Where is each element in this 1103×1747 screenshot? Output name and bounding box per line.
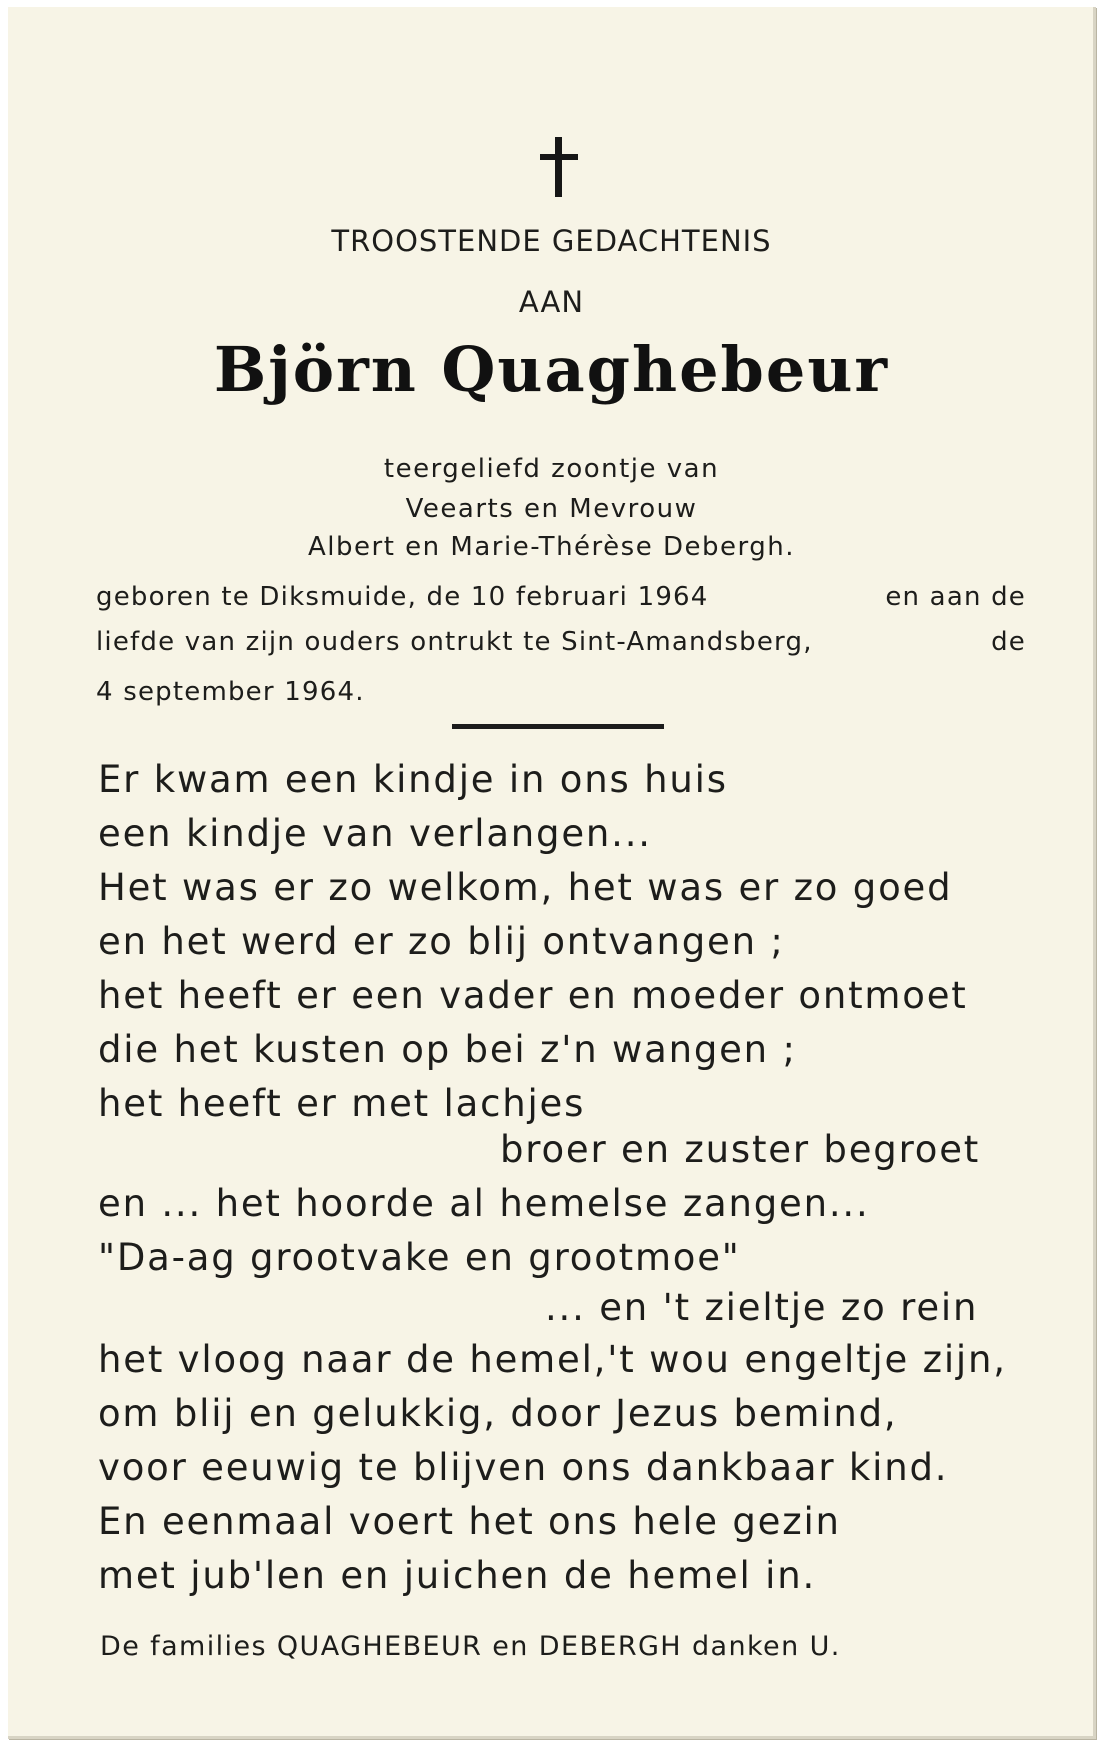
- poem-line: voor eeuwig te blijven ons dankbaar kind.: [98, 1446, 949, 1489]
- parents-line-2: Veearts en Mevrouw: [405, 494, 698, 524]
- header-title: TROOSTENDE GEDACHTENIS: [331, 224, 772, 258]
- poem-line: het heeft er met lachjes: [98, 1082, 586, 1125]
- poem-line: die het kusten op bei z'n wangen ;: [98, 1028, 797, 1071]
- birth-line-1: [96, 582, 1026, 612]
- poem-line: broer en zuster begroet: [500, 1128, 981, 1171]
- parents-line-3: Albert en Marie-Thérèse Debergh.: [308, 532, 795, 562]
- birth-line-1-left: geboren te Diksmuide, de 10 februari 1964: [96, 582, 709, 612]
- birth-line-2-left: liefde van zijn ouders ontrukt te Sint-Amandsberg,: [96, 627, 813, 657]
- birth-line-3: 4 september 1964.: [96, 677, 365, 707]
- poem-line: Er kwam een kindje in ons huis: [98, 758, 728, 801]
- poem-line: het vloog naar de hemel,'t wou engeltje zijn,: [98, 1338, 1007, 1381]
- poem-line: Het was er zo welkom, het was er zo goed: [98, 866, 953, 909]
- poem-line: ... en 't zieltje zo rein: [545, 1286, 979, 1329]
- divider-rule: [452, 724, 664, 729]
- parents-line-1: teergeliefd zoontje van: [383, 454, 720, 484]
- birth-line-1-right: en aan de: [885, 582, 1026, 612]
- family-thanks: De families QUAGHEBEUR en DEBERGH danken U.: [100, 1631, 841, 1662]
- poem-line: "Da-ag grootvake en grootmoe": [98, 1236, 741, 1279]
- cross-icon: [536, 137, 582, 197]
- deceased-name: Björn Quaghebeur: [213, 333, 890, 406]
- poem-line: met jub'len en juichen de hemel in.: [98, 1554, 817, 1597]
- poem-line: het heeft er een vader en moeder ontmoet: [98, 974, 968, 1017]
- poem-line: een kindje van verlangen...: [98, 812, 652, 855]
- header-aan: AAN: [518, 285, 585, 319]
- poem-line: en het werd er zo blij ontvangen ;: [98, 920, 785, 963]
- poem-line: en ... het hoorde al hemelse zangen...: [98, 1182, 870, 1225]
- birth-line-2-right: de: [991, 627, 1026, 657]
- birth-line-2: [96, 627, 1026, 657]
- poem-line: om blij en gelukkig, door Jezus bemind,: [98, 1392, 898, 1435]
- poem-line: En eenmaal voert het ons hele gezin: [98, 1500, 841, 1543]
